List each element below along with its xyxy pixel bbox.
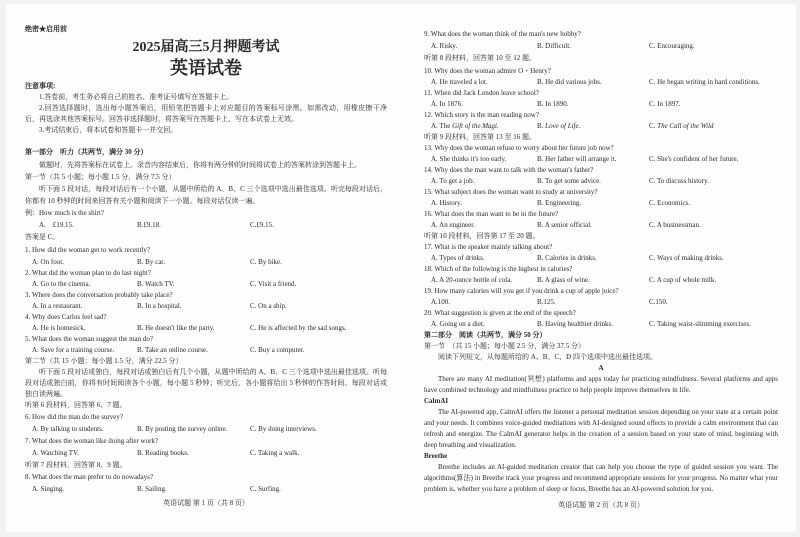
exam-page-1 bbox=[6, 4, 400, 532]
question: 2. What did the woman plan to do last night? bbox=[25, 269, 151, 277]
material-7-label: 听第 7 段材料，回答第 8、9 题。 bbox=[25, 461, 127, 469]
option-a: A. She thinks it's too early. bbox=[431, 155, 507, 163]
part2-intro: 阅读下列短文，从每题所给的 A、B、C、D 四个选项中选出最佳选项。 bbox=[438, 353, 657, 361]
options-row bbox=[25, 323, 387, 334]
option-a: A. In 1876. bbox=[431, 100, 463, 108]
option-a: A. Going on a diet. bbox=[431, 320, 485, 328]
calmai-text: The AI-powered app, CalmAI offers the listener a personal meditation session depending on your state at a certain point and your needs. It combines voice-guided meditations with AI-designed sound effects to provide a calm environment that can refresh and energize. The CalmAI generator helps in the creation of a session based on your state of mind, beginning with deep breathing and visualization. bbox=[424, 408, 778, 449]
option-a: A. To get a job. bbox=[431, 177, 475, 185]
options-row bbox=[424, 176, 778, 187]
example-question: 例：How much is the shirt? bbox=[25, 209, 104, 217]
options-row bbox=[424, 77, 778, 88]
part1-intro: 做题时，先将答案标在试卷上。录音内容结束后，你将有两分钟的时间将试卷上的答案转涂到答题卡上。 bbox=[39, 161, 361, 169]
option-c: C. On a ship. bbox=[250, 302, 287, 310]
options-row bbox=[424, 154, 778, 165]
option-c: C. Buy a computer. bbox=[250, 346, 305, 354]
question: 17. What is the speaker mainly talking about? bbox=[424, 243, 553, 251]
option-b bbox=[537, 121, 580, 132]
option-c: C. Economics. bbox=[649, 199, 691, 207]
option-a: A.100. bbox=[431, 298, 451, 306]
option-c: C. To discuss history. bbox=[649, 177, 709, 185]
example-option-c: C.£9.15. bbox=[250, 221, 274, 229]
question: 6. How did the man do the survey? bbox=[25, 413, 123, 421]
option-c bbox=[649, 121, 714, 132]
option-b: B.125. bbox=[537, 298, 556, 306]
option-b: B. Difficult. bbox=[537, 42, 571, 50]
page-footer: 英语试题 第 2 页（共 8 页） bbox=[558, 501, 644, 509]
example-answer: 答案是 C。 bbox=[25, 233, 60, 241]
notice-3: 3.考试结束后，将本试卷和答题卡一并交回。 bbox=[39, 126, 178, 134]
question: 8. What does the man prefer to do nowadays? bbox=[25, 473, 153, 481]
options-row bbox=[25, 257, 387, 268]
option-a: A. On foot. bbox=[32, 258, 64, 266]
section1-intro: 听下面 5 段对话，每段对话后有一个小题，从题中所给的 A、B、C 三个选项中选出最佳选项。听完每段对话后，你都有 10 秒钟的时间来回答有关小题和阅读下一小题。每段对话仅读一遍。 bbox=[25, 185, 387, 205]
passage-label: A bbox=[598, 364, 604, 372]
part1-heading: 第一部分 听力（共两节，满分 30 分） bbox=[25, 148, 148, 156]
page-footer: 英语试题 第 1 页（共 8 页） bbox=[163, 499, 249, 507]
options-row bbox=[424, 41, 778, 52]
options-row bbox=[424, 220, 778, 231]
section2-heading: 第二节（共 15 小题；每小题 1.5 分，满分 22.5 分） bbox=[25, 357, 183, 365]
options-row bbox=[424, 99, 778, 110]
option-c: C. A cup of whole milk. bbox=[649, 276, 717, 284]
question: 12. Which story is the man reading now? bbox=[424, 111, 539, 119]
option-a: A. Save for a training course. bbox=[32, 346, 115, 354]
option-c: C. Taking waist-slimming exercises. bbox=[649, 320, 751, 328]
exam-subtitle: 英语试卷 bbox=[170, 58, 242, 78]
option-b: B. By posting the survey online. bbox=[137, 425, 228, 433]
option-a: A. Singing. bbox=[32, 485, 65, 493]
option-b: B. Sailing. bbox=[137, 485, 167, 493]
option-b: B. In a hospital. bbox=[137, 302, 182, 310]
option-c: C. In 1897. bbox=[649, 100, 681, 108]
option-b: B. Her father will arrange it. bbox=[537, 155, 617, 163]
options-row bbox=[424, 253, 778, 264]
option-c: C. By doing interviews. bbox=[250, 425, 317, 433]
option-c: C. Encouraging. bbox=[649, 42, 695, 50]
options-row bbox=[25, 424, 387, 435]
story-title: Love of Life. bbox=[545, 122, 581, 130]
option-c: C. A businessman. bbox=[649, 221, 701, 229]
example-option-b: B.£9.18. bbox=[137, 221, 161, 229]
option-a bbox=[431, 121, 499, 132]
question: 20. What suggestion is given at the end of the speech? bbox=[424, 309, 576, 317]
notice-2: 2.回答选择题时，选出每小题答案后，用铅笔把答题卡上对应题目的答案标号涂黑。如需改动，用橡皮擦干净后，再选涂其他答案标号。回答非选择题时，将答案写在答题卡上，写在本试卷上无效。 bbox=[25, 104, 387, 123]
question: 18. Which of the following is the highest in calories? bbox=[424, 265, 573, 273]
options-row bbox=[25, 345, 387, 356]
breethe-text: Breethe includes an AI-guided meditation creator that can help you choose the type of guided session you want. The algorithms(算法) in Breethe track your progress and recommend appropriate sessions for your progress. No matter what your problem is, whether you have a problem of sleep or focus, Breethe has an AI-powered solution for you. bbox=[424, 463, 778, 493]
options-row bbox=[25, 484, 387, 495]
material-6-label: 听第 6 段材料，回答第 6、7 题。 bbox=[25, 401, 127, 409]
option-a: A. In a restaurant. bbox=[32, 302, 83, 310]
question: 10. Why does the woman admire O・Henry? bbox=[424, 67, 551, 75]
question: 11. When did Jack London leave school? bbox=[424, 89, 539, 97]
part2-heading: 第二部分 阅读（共两节，满分 50 分） bbox=[424, 331, 547, 339]
part2-section1-heading: 第一节 （共 15 小题；每小题 2.5 分，满分 37.5 分） bbox=[424, 342, 585, 350]
option-c: C. Taking a walk. bbox=[250, 449, 300, 457]
material-8-label: 听第 8 段材料，回答第 10 至 12 题。 bbox=[424, 54, 536, 62]
question: 9. What does the woman think of the man's new hobby? bbox=[424, 30, 581, 38]
option-b: B. By car. bbox=[137, 258, 165, 266]
question: 16. What does the man want to be in the future? bbox=[424, 210, 559, 218]
question: 5. What does the woman suggest the man do? bbox=[25, 335, 153, 343]
passage-intro: There are many AI meditation(冥想) platforms and apps today for practicing mindfulness. Several platforms and apps have combined technology and mindfulness practice to help people improve themselves in life. bbox=[424, 375, 778, 394]
option-a: A. A 20-ounce bottle of cola. bbox=[431, 276, 513, 284]
breethe-heading: Breethe bbox=[424, 452, 448, 460]
story-title: The Call of the Wild bbox=[657, 122, 714, 130]
question: 7. What does the woman like doing after work? bbox=[25, 437, 159, 445]
question: 15. What subject does the woman want to study at university? bbox=[424, 188, 598, 196]
option-b: B. In 1890. bbox=[537, 100, 569, 108]
option-a: A. An engineer. bbox=[431, 221, 475, 229]
options-row bbox=[424, 198, 778, 209]
notice-heading: 注意事项: bbox=[25, 82, 56, 90]
question: 14. Why does the man want to talk with the woman's father? bbox=[424, 166, 594, 174]
section1-heading: 第一节（共 5 小题；每小题 1.5 分，满分 7.5 分） bbox=[25, 173, 176, 181]
option-a: A. Types of drinks. bbox=[431, 254, 485, 262]
options-row bbox=[424, 319, 778, 330]
option-a: A. Watching TV. bbox=[32, 449, 79, 457]
options-row bbox=[424, 121, 778, 132]
section2-intro: 听下面 5 段对话或独白，每段对话或独白后有几个小题，从题中所给的 A、B、C 三个选项中选出最佳选项。听每段对话或独白前，你将有时间阅读各个小题，每小题 5 秒钟；听完后，各小题将给出 5 秒钟的作答时间。每段对话或独白读两遍。 bbox=[25, 368, 387, 398]
example-option-a: A. £19.15. bbox=[39, 221, 74, 229]
material-9-label: 听第 9 段材料，回答第 13 至 16 题。 bbox=[424, 133, 536, 141]
option-a: A. History. bbox=[431, 199, 462, 207]
calmai-heading: CalmAI bbox=[424, 397, 449, 405]
option-b: B. He doesn't like the party. bbox=[137, 324, 215, 332]
option-a: A. He traveled a lot. bbox=[431, 78, 488, 86]
options-row bbox=[25, 301, 387, 312]
confidential-label: 绝密★启用前 bbox=[25, 25, 67, 33]
option-b: B. Reading books. bbox=[137, 449, 189, 457]
option-c: C. By bike. bbox=[250, 258, 282, 266]
question: 3. Where does the conversation probably take place? bbox=[25, 291, 173, 299]
material-10-label: 听第 10 段材料，回答第 17 至 20 题。 bbox=[424, 232, 540, 240]
option-c: C. Visit a friend. bbox=[250, 280, 297, 288]
exam-page-2 bbox=[400, 4, 796, 532]
option-c: C. He began writing in hard conditions. bbox=[649, 78, 760, 86]
question: 1. How did the woman get to work recently? bbox=[25, 246, 150, 254]
option-b: B. Watch TV. bbox=[137, 280, 175, 288]
option-c: C. Surfing. bbox=[250, 485, 281, 493]
question: 13. Why does the woman refuse to worry about her future job now? bbox=[424, 144, 614, 152]
notice-1: 1.答卷前，考生务必将自己的姓名、准考证号填写在答题卡上。 bbox=[39, 93, 234, 101]
option-b: B. He did various jobs. bbox=[537, 78, 602, 86]
option-b: B. A glass of wine. bbox=[537, 276, 590, 284]
option-b: B. Having healthier drinks. bbox=[537, 320, 614, 328]
option-c: C. He is affected by the sad songs. bbox=[250, 324, 347, 332]
option-c: C. Ways of making drinks. bbox=[649, 254, 724, 262]
option-a: A. Go to the cinema. bbox=[32, 280, 91, 288]
option-c: C. She's confident of her future. bbox=[649, 155, 739, 163]
exam-title: 2025届高三5月押题考试 bbox=[132, 40, 280, 55]
question: 19. How many calories will you get if you drink a cup of apple juice? bbox=[424, 287, 619, 295]
option-b: B. Engineering. bbox=[537, 199, 582, 207]
question: 4. Why does Carlos feel sad? bbox=[25, 313, 107, 321]
options-row bbox=[25, 448, 387, 459]
option-b: B. To get some advice. bbox=[537, 177, 601, 185]
option-a: A. He is homesick. bbox=[32, 324, 86, 332]
option-prefix: C. bbox=[649, 122, 658, 130]
option-b: B. Take an online course. bbox=[137, 346, 208, 354]
example-options bbox=[25, 220, 387, 231]
options-row bbox=[424, 275, 778, 286]
option-c: C.150. bbox=[649, 298, 668, 306]
options-row bbox=[25, 279, 387, 290]
option-a: A. By talking to students. bbox=[32, 425, 104, 433]
option-b: B. Calories in drinks. bbox=[537, 254, 597, 262]
options-row bbox=[424, 297, 778, 308]
option-a: A. Risky. bbox=[431, 42, 458, 50]
option-prefix: A. The bbox=[431, 122, 453, 130]
option-b: B. A senior official. bbox=[537, 221, 592, 229]
option-prefix: B. bbox=[537, 122, 546, 130]
story-title: Gift of the Magi. bbox=[452, 122, 499, 130]
